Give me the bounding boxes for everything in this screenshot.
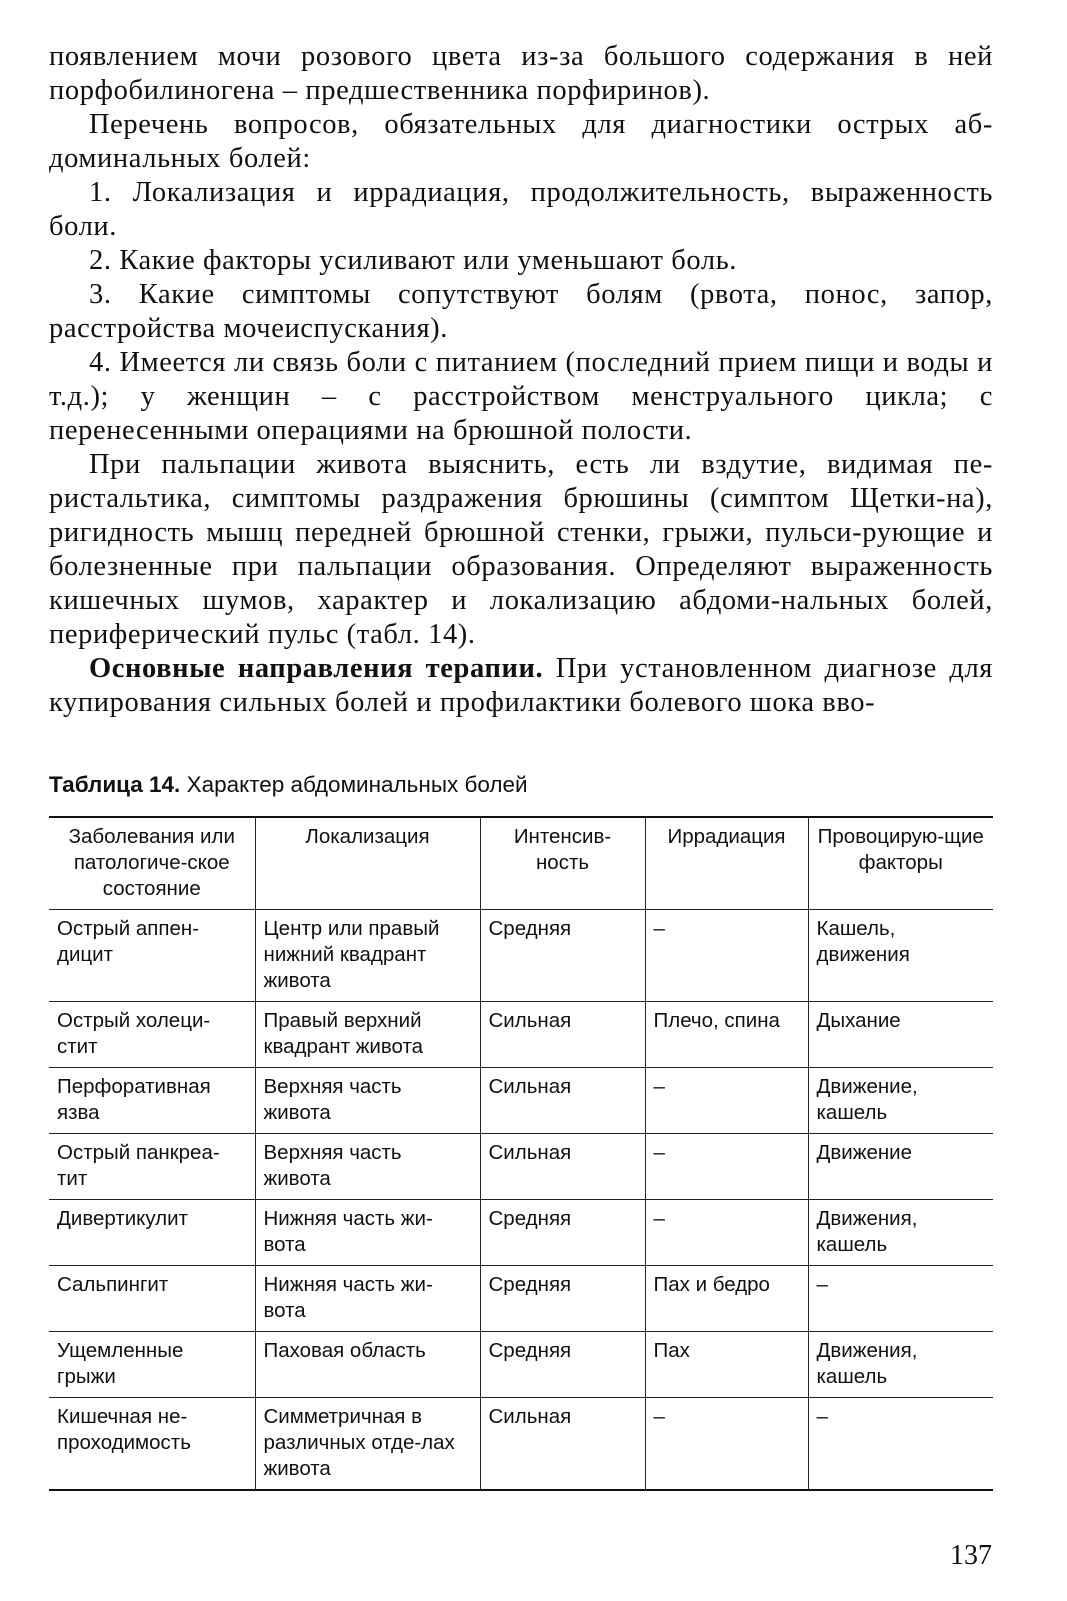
paragraph-question-1: 1. Локализация и иррадиация, продолжительность, выраженность боли. xyxy=(49,177,993,242)
abdominal-pain-table xyxy=(49,816,993,1491)
cell-intensity: Сильная xyxy=(480,1398,645,1491)
cell-localization: Правый верхний квадрант живота xyxy=(255,1002,480,1068)
table-row xyxy=(49,1332,993,1398)
table-row xyxy=(49,1068,993,1134)
cell-provoking-factors: Дыхание xyxy=(808,1002,993,1068)
cell-localization: Центр или правый нижний квадрант живота xyxy=(255,910,480,1002)
cell-localization: Нижняя часть жи-вота xyxy=(255,1200,480,1266)
cell-irradiation: Пах и бедро xyxy=(645,1266,808,1332)
table-header-row xyxy=(49,817,993,910)
cell-intensity: Сильная xyxy=(480,1068,645,1134)
cell-intensity: Средняя xyxy=(480,1200,645,1266)
cell-disease: Перфоративная язва xyxy=(49,1068,255,1134)
cell-intensity: Средняя xyxy=(480,1266,645,1332)
cell-provoking-factors: Кашель, движения xyxy=(808,910,993,1002)
cell-irradiation: – xyxy=(645,1398,808,1491)
table-caption-label: Таблица 14. xyxy=(49,772,181,797)
cell-provoking-factors: – xyxy=(808,1266,993,1332)
table-caption-title: Характер абдоминальных болей xyxy=(180,772,528,797)
cell-intensity: Сильная xyxy=(480,1002,645,1068)
page xyxy=(49,40,993,1491)
header-disease: Заболевания или патологиче-ское состояние xyxy=(49,817,255,910)
cell-provoking-factors: Движения, кашель xyxy=(808,1332,993,1398)
cell-disease: Острый холеци-стит xyxy=(49,1002,255,1068)
cell-intensity: Средняя xyxy=(480,910,645,1002)
cell-localization: Паховая область xyxy=(255,1332,480,1398)
paragraph-questions-intro: Перечень вопросов, обязательных для диагностики острых аб-доминальных болей: xyxy=(49,109,993,174)
table-row xyxy=(49,910,993,1002)
cell-localization: Верхняя часть живота xyxy=(255,1068,480,1134)
cell-irradiation: – xyxy=(645,1068,808,1134)
table-row xyxy=(49,1134,993,1200)
cell-localization: Нижняя часть жи-вота xyxy=(255,1266,480,1332)
cell-irradiation: Пах xyxy=(645,1332,808,1398)
paragraph-question-2: 2. Какие факторы усиливают или уменьшают боль. xyxy=(89,245,738,276)
cell-irradiation: – xyxy=(645,910,808,1002)
header-irradiation: Иррадиация xyxy=(645,817,808,910)
cell-disease: Острый панкреа-тит xyxy=(49,1134,255,1200)
header-provoking-factors: Провоцирую-щие факторы xyxy=(808,817,993,910)
body-text xyxy=(49,40,993,720)
table-row xyxy=(49,1266,993,1332)
cell-provoking-factors: Движение, кашель xyxy=(808,1068,993,1134)
cell-disease: Острый аппен-дицит xyxy=(49,910,255,1002)
paragraph-question-4: 4. Имеется ли связь боли с питанием (последний прием пищи и воды и т.д.); у женщин – с расстройством менструального цикла; с перенесенными операциями на брюшной полости. xyxy=(49,347,993,446)
table-caption xyxy=(49,772,993,798)
cell-localization: Симметричная в различных отде-лах живота xyxy=(255,1398,480,1491)
cell-localization: Верхняя часть живота xyxy=(255,1134,480,1200)
cell-disease: Сальпингит xyxy=(49,1266,255,1332)
table-row xyxy=(49,1398,993,1491)
cell-irradiation: – xyxy=(645,1200,808,1266)
cell-intensity: Средняя xyxy=(480,1332,645,1398)
cell-disease: Кишечная не-проходимость xyxy=(49,1398,255,1491)
paragraph-continuation: появлением мочи розового цвета из-за большого содержания в ней порфобилиногена – предшественника порфиринов). xyxy=(49,41,993,106)
paragraph-question-3: 3. Какие симптомы сопутствуют болям (рвота, понос, запор, расстройства мочеиспускания). xyxy=(49,279,993,344)
cell-irradiation: – xyxy=(645,1134,808,1200)
cell-irradiation: Плечо, спина xyxy=(645,1002,808,1068)
table-row xyxy=(49,1200,993,1266)
page-number: 137 xyxy=(950,1540,992,1571)
header-intensity: Интенсив-ность xyxy=(480,817,645,910)
cell-provoking-factors: – xyxy=(808,1398,993,1491)
cell-intensity: Сильная xyxy=(480,1134,645,1200)
cell-provoking-factors: Движения, кашель xyxy=(808,1200,993,1266)
cell-disease: Дивертикулит xyxy=(49,1200,255,1266)
therapy-text: При установленном диагнозе для купирования сильных болей и профилактики болевого шока вво- xyxy=(49,653,993,718)
table-row xyxy=(49,1002,993,1068)
header-localization: Локализация xyxy=(255,817,480,910)
cell-disease: Ущемленные грыжи xyxy=(49,1332,255,1398)
therapy-heading: Основные направления терапии. xyxy=(89,653,544,684)
cell-provoking-factors: Движение xyxy=(808,1134,993,1200)
paragraph-therapy xyxy=(49,652,993,720)
paragraph-palpation: При пальпации живота выяснить, есть ли вздутие, видимая пе-ристальтика, симптомы раздражения брюшины (симптом Щетки-на), ригидность мышц передней брюшной стенки, грыжи, пульси-рующие и болезненные при пальпации образования. Определяют выраженность кишечных шумов, характер и локализацию абдоми-нальных болей, периферический пульс (табл. 14). xyxy=(49,449,993,650)
